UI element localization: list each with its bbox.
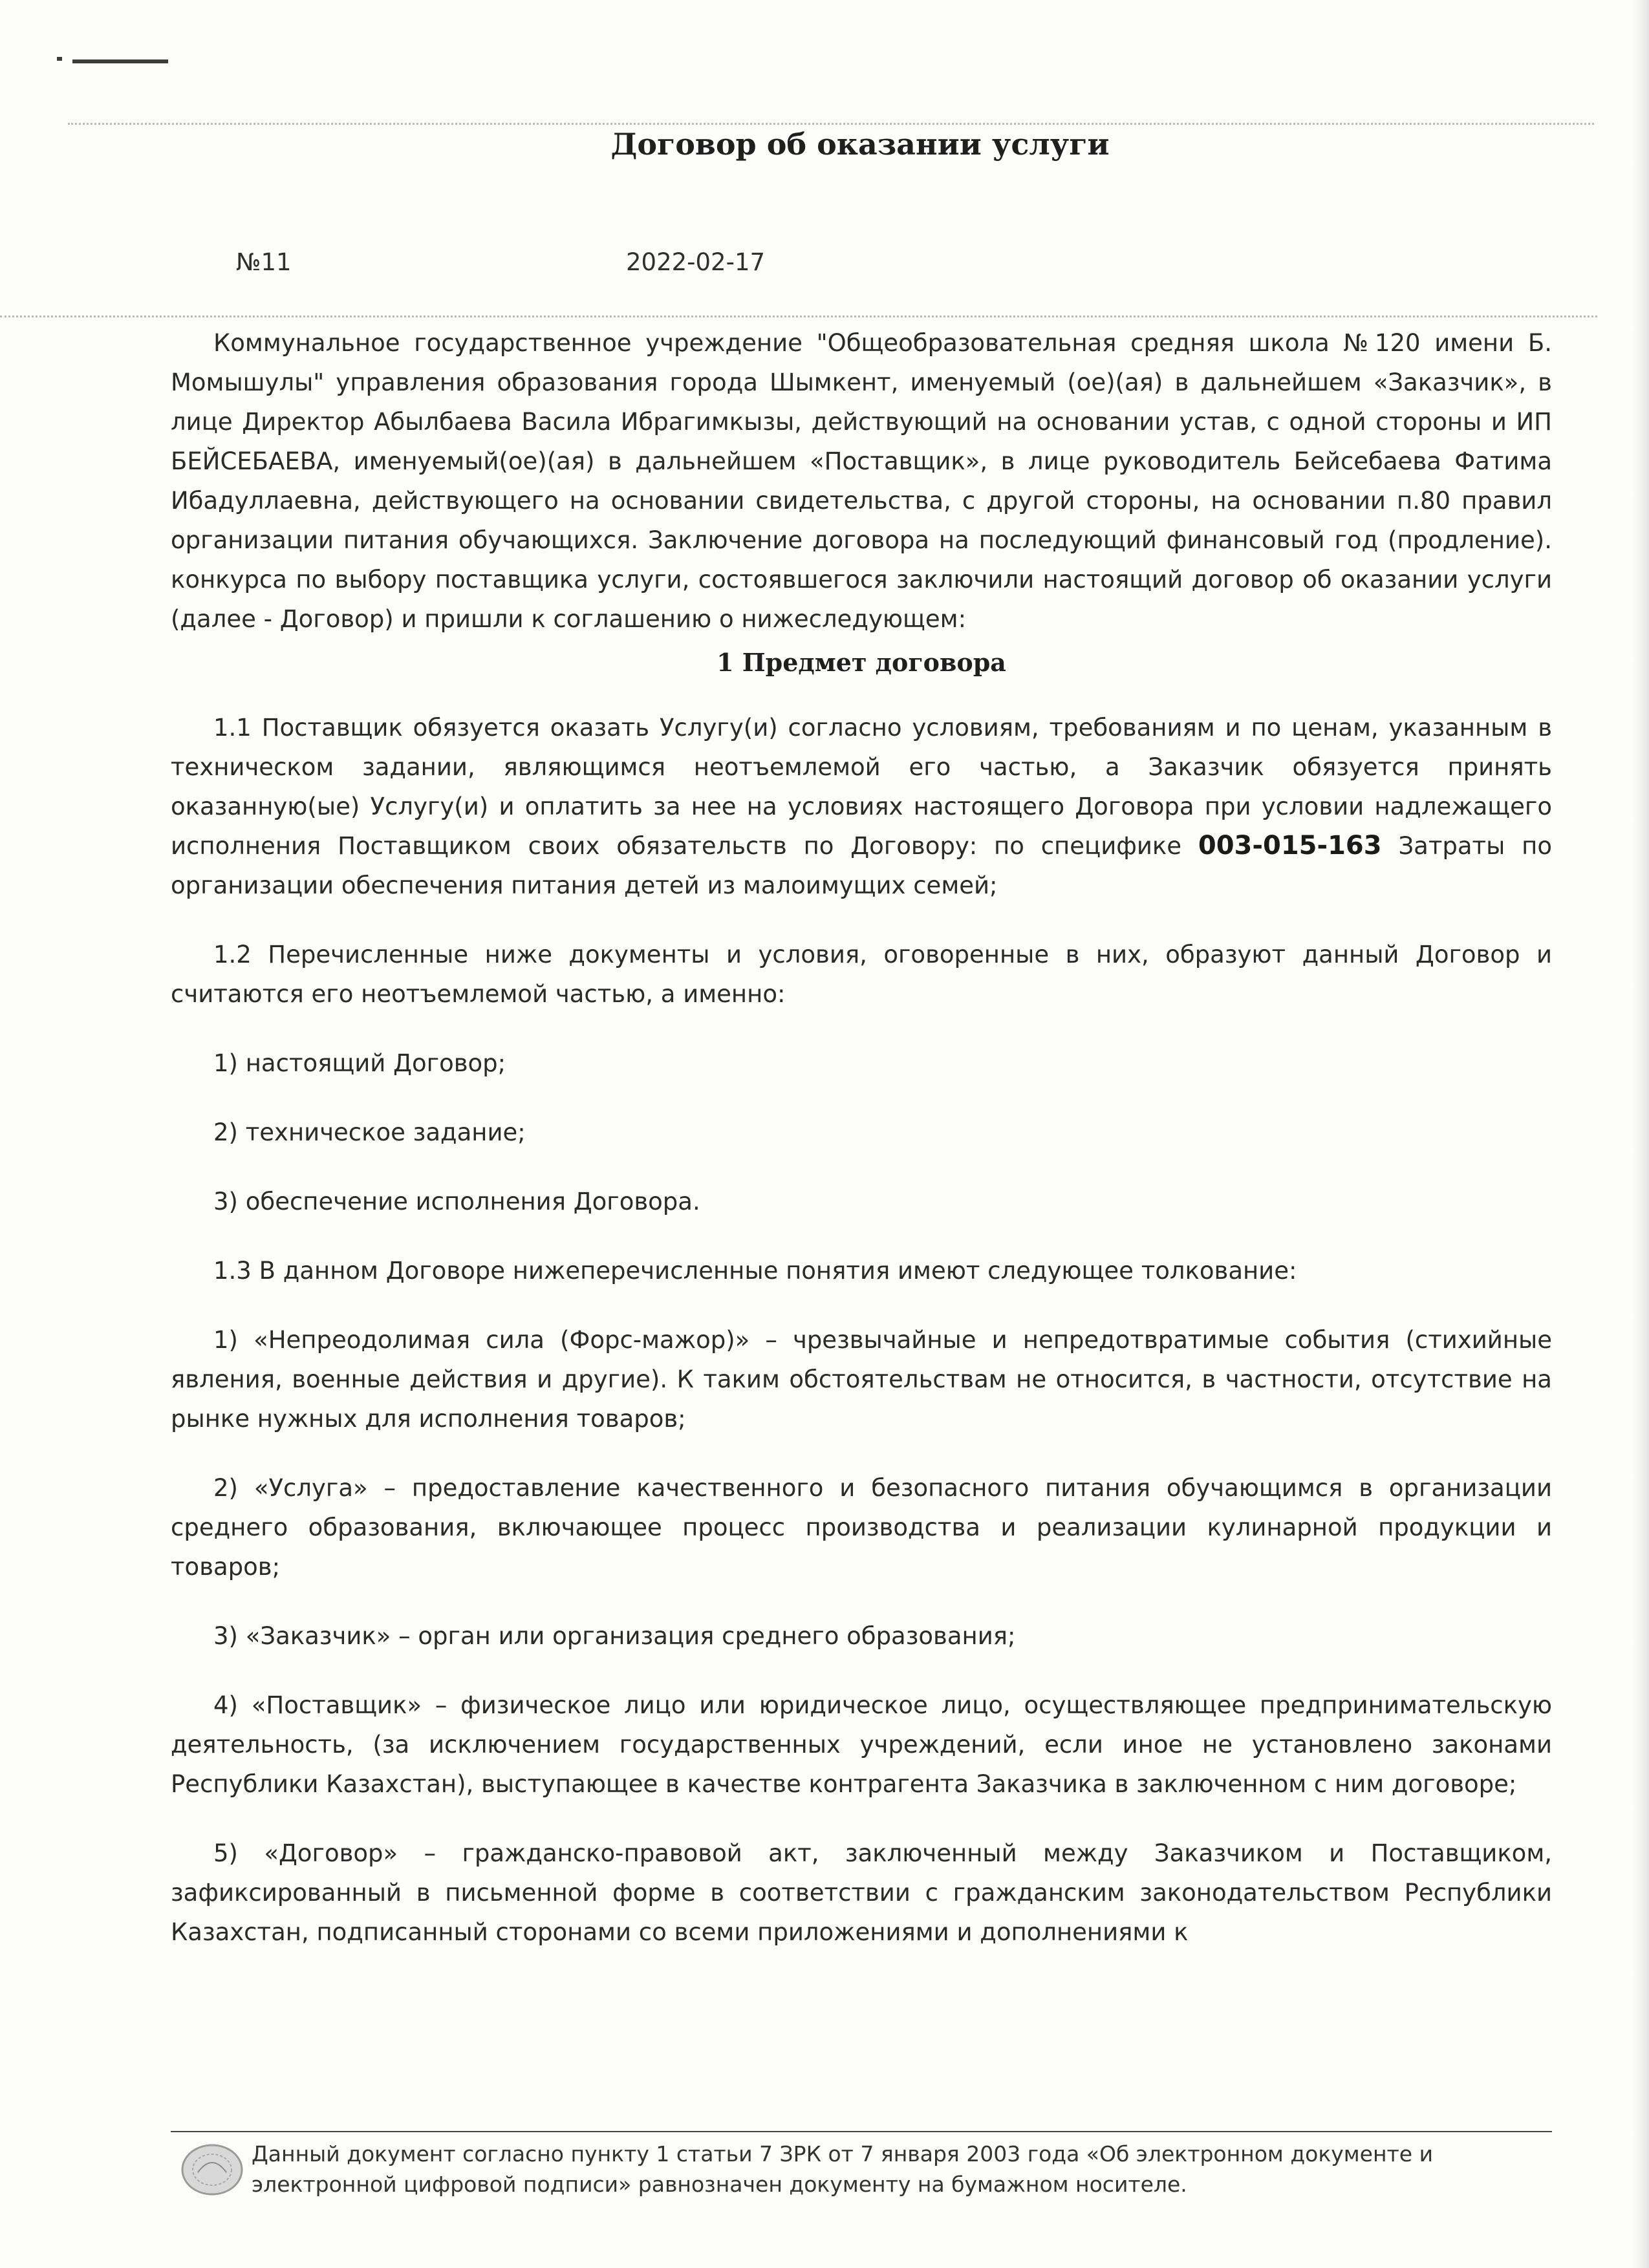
list-item: 1) настоящий Договор; [213, 1049, 506, 1077]
footer-legal-note: Данный документ согласно пункту 1 статьи 7 ЗРК от 7 января 2003 года «Об электронном документе и электронной цифровой подписи» равнозначен документу на бумажном носителе. [252, 2141, 1434, 2197]
scan-artifact-mark [72, 59, 168, 63]
definition-item: 1) «Непреодолимая сила (Форс-мажор)» – чрезвычайные и непредотвратимые события (стихийные явления, военные действия и другие). К таким обстоятельствам не относится, в частности, отсутствие на рынке нужных для исполнения товаров; [171, 1326, 1552, 1433]
seal-icon [178, 2140, 250, 2199]
clause-1-3: 1.3 В данном Договоре нижеперечисленные понятия имеют следующее толкование: [213, 1257, 1297, 1285]
definition-item: 3) «Заказчик» – орган или организация среднего образования; [213, 1622, 1016, 1650]
document-title: Договор об оказании услуги [610, 127, 1110, 162]
definition-item: 5) «Договор» – гражданско-правовой акт, заключенный между Заказчиком и Поставщиком, зафиксированный в письменной форме в соответствии с гражданским законодательством Республики Казахстан, подписанный сторонами со всеми приложениями и дополнениями к [171, 1839, 1552, 1946]
document-body [171, 323, 1552, 1952]
clause-1-2: 1.2 Перечисленные ниже документы и условия, оговоренные в них, образуют данный Договор и считаются его неотъемлемой частью, а именно: [171, 941, 1552, 1008]
contract-date: 2022-02-17 [626, 248, 766, 276]
clause-1-1 [171, 708, 1552, 905]
definition-item: 2) «Услуга» – предоставление качественного и безопасного питания обучающимся в организации среднего образования, включающее процесс производства и реализации кулинарной продукции и товаров; [171, 1474, 1552, 1581]
list-item: 3) обеспечение исполнения Договора. [213, 1188, 700, 1215]
scan-artifact-dot [57, 57, 62, 61]
scan-dotted-line [68, 123, 1594, 125]
scan-edge-shadow [1633, 0, 1649, 2268]
footer-divider [171, 2131, 1552, 2132]
list-item: 2) техническое задание; [213, 1118, 526, 1146]
specification-code: 003-015-163 [1198, 831, 1382, 861]
clause-1-1-text: 1.1 Поставщик обязуется оказать Услугу(и) согласно условиям, требованиям и по ценам, указанным в техническом задании, являющимся неотъемлемой его частью, а Заказчик обязуется принять оказанную(ые) Услугу(и) и оплатить за нее на условиях настоящего Договора при условии надлежащего исполнения Поставщиком своих обязательств по Договору: по спецификe [171, 714, 1552, 860]
footer [171, 2135, 1552, 2206]
scan-dotted-line [0, 316, 1597, 317]
section-heading: 1 Предмет договора [717, 648, 1006, 677]
contract-number: №11 [236, 248, 292, 276]
definition-item: 4) «Поставщик» – физическое лицо или юридическое лицо, осуществляющее предпринимательскую деятельность, (за исключением государственных учреждений, если иное не установлено законами Республики Казахстан), выступающее в качестве контрагента Заказчика в заключенном с ним договоре; [171, 1691, 1552, 1798]
clause-1-1-text-end: Затраты по организации обеспечения питания детей из малоимущих семей; [171, 832, 1553, 899]
preamble-paragraph: Коммунальное государственное учреждение "Общеобразовательная средняя школа №120 имени Б. Момышулы" управления образования города Шымкент, именуемый (ое)(ая) в дальнейшем «Заказчик», в лице Директор Абылбаева Васила Ибрагимкызы, действующий на основании устав, с одной стороны и ИП БЕЙСЕБАЕВА, именуемый(ое)(ая) в дальнейшем «Поставщик», в лице руководитель Бейсебаева Фатима Ибадуллаевна, действующего на основании свидетельства, с другой стороны, на основании п.80 правил организации питания обучающихся. Заключение договора на последующий финансовый год (продление). конкурса по выбору поставщика услуги, состоявшегося заключили настоящий договор об оказании услуги (далее - Договор) и пришли к соглашению о нижеследующем: [171, 329, 1552, 633]
